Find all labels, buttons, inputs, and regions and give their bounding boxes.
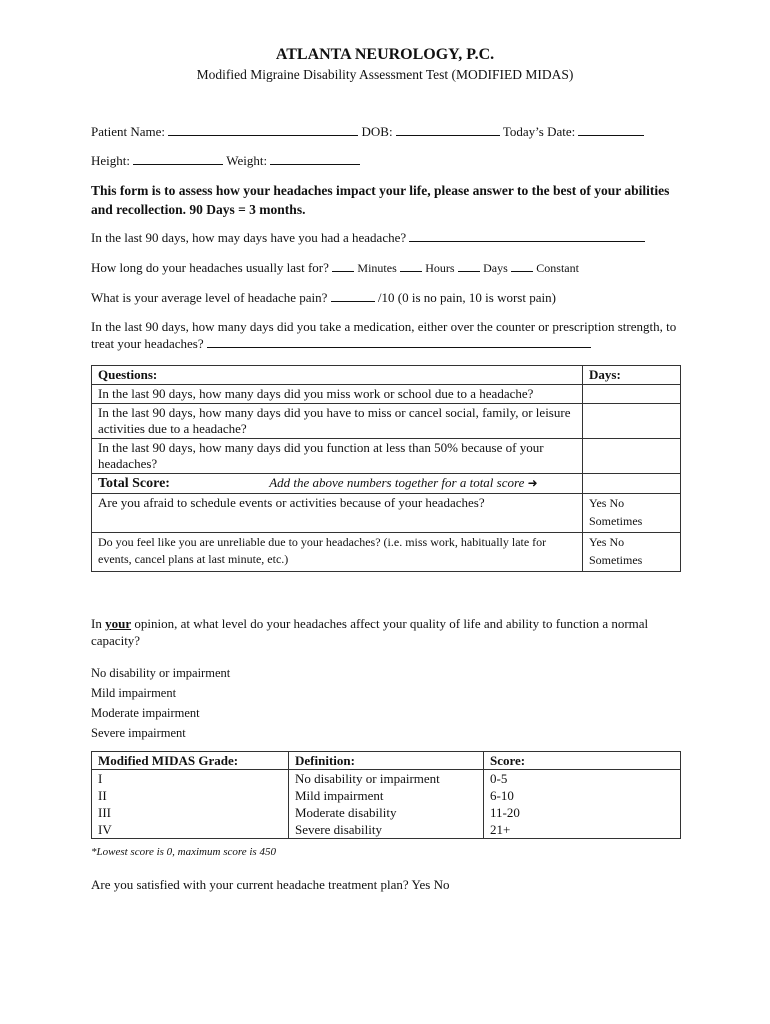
height-label: Height: bbox=[91, 153, 130, 168]
no-option: No bbox=[433, 877, 450, 892]
score-cell: 11-20 bbox=[484, 804, 681, 821]
score-cell: 21+ bbox=[484, 821, 681, 839]
definition-cell: Moderate disability bbox=[289, 804, 484, 821]
opinion-prefix: In bbox=[91, 616, 102, 631]
constant-option: Constant bbox=[536, 261, 579, 275]
pain-level-label: What is your average level of headache pain? bbox=[91, 290, 328, 305]
headache-days-label: In the last 90 days, how may days have you had a headache? bbox=[91, 230, 407, 245]
option-label: No disability or impairment bbox=[91, 666, 231, 680]
question-text: In the last 90 days, how many days did you function at less than 50% because of your headaches? bbox=[92, 439, 583, 474]
list-item[interactable] bbox=[91, 724, 230, 744]
grade-header-row bbox=[92, 752, 681, 770]
medication-days-field[interactable] bbox=[207, 335, 591, 348]
days-blank[interactable] bbox=[458, 259, 480, 272]
pain-level-question bbox=[91, 289, 556, 306]
todays-date-label: Today’s Date: bbox=[502, 124, 576, 139]
table-row bbox=[92, 494, 681, 533]
table-row bbox=[92, 770, 681, 788]
question-text: In the last 90 days, how many days did you have to miss or cancel social, family, or leisure activities due to a headache? bbox=[92, 404, 583, 439]
headache-duration-question bbox=[91, 259, 579, 276]
patient-name-label: Patient Name: bbox=[91, 124, 166, 139]
patient-info-row bbox=[91, 123, 644, 140]
yes-no-options bbox=[583, 533, 681, 572]
document-title: ATLANTA NEUROLOGY, P.C. bbox=[275, 46, 495, 63]
weight-label: Weight: bbox=[226, 153, 268, 168]
score-cell: 6-10 bbox=[484, 787, 681, 804]
instructions: This form is to assess how your headaches impact your life, please answer to the best of your abilities and recollection. 90 Days = 3 months. bbox=[91, 183, 670, 217]
days-header: Days: bbox=[583, 366, 681, 385]
days-input-cell[interactable] bbox=[583, 385, 681, 404]
score-cell: 0-5 bbox=[484, 770, 681, 788]
headache-days-question bbox=[91, 229, 645, 246]
minutes-blank[interactable] bbox=[332, 259, 354, 272]
yes-option: Yes bbox=[411, 877, 431, 892]
questions-header: Questions: bbox=[92, 366, 583, 385]
table-row bbox=[92, 821, 681, 839]
grade-header: Modified MIDAS Grade: bbox=[92, 752, 289, 770]
table-row bbox=[92, 385, 681, 404]
patient-name-field[interactable] bbox=[168, 123, 358, 136]
total-score-cell[interactable] bbox=[583, 474, 681, 494]
opinion-text: opinion, at what level do your headaches affect your quality of life and ability to function a normal capacity? bbox=[91, 616, 649, 648]
arrow-right-icon: ➜ bbox=[527, 476, 538, 490]
opinion-emphasis: your bbox=[105, 616, 132, 631]
dob-field[interactable] bbox=[396, 123, 500, 136]
yes-option: Yes bbox=[589, 496, 607, 510]
question-text: In the last 90 days, how many days did you miss work or school due to a headache? bbox=[92, 385, 583, 404]
pain-level-field[interactable] bbox=[331, 289, 375, 302]
weight-field[interactable] bbox=[270, 152, 360, 165]
table-row bbox=[92, 439, 681, 474]
constant-blank[interactable] bbox=[511, 259, 533, 272]
document-subtitle: Modified Migraine Disability Assessment Test (MODIFIED MIDAS) bbox=[196, 67, 574, 82]
days-input-cell[interactable] bbox=[583, 404, 681, 439]
list-item[interactable] bbox=[91, 704, 230, 724]
question-text: Do you feel like you are unreliable due to your headaches? (i.e. miss work, habitually late for events, cancel plans at last minute, etc.) bbox=[92, 533, 583, 572]
definition-cell: Severe disability bbox=[289, 821, 484, 839]
table-header-row bbox=[92, 366, 681, 385]
list-item[interactable] bbox=[91, 664, 230, 684]
questions-table bbox=[91, 365, 681, 572]
total-score-note: Add the above numbers together for a total score bbox=[269, 475, 525, 490]
table-row bbox=[92, 804, 681, 821]
table-row bbox=[92, 404, 681, 439]
sometimes-option: Sometimes bbox=[589, 553, 643, 567]
grade-cell: III bbox=[92, 804, 289, 821]
definition-cell: Mild impairment bbox=[289, 787, 484, 804]
medication-days-question bbox=[91, 318, 681, 352]
option-label: Mild impairment bbox=[91, 686, 177, 700]
satisfaction-question bbox=[91, 877, 450, 893]
days-option: Days bbox=[483, 261, 508, 275]
question-text: Are you afraid to schedule events or activities because of your headaches? bbox=[92, 494, 583, 533]
opinion-question bbox=[91, 615, 681, 649]
grade-cell: II bbox=[92, 787, 289, 804]
yes-no-options bbox=[583, 494, 681, 533]
satisfaction-label: Are you satisfied with your current headache treatment plan? bbox=[91, 877, 409, 892]
hours-option: Hours bbox=[425, 261, 455, 275]
headache-days-field[interactable] bbox=[409, 229, 645, 242]
score-footnote: *Lowest score is 0, maximum score is 450 bbox=[91, 846, 276, 858]
duration-label: How long do your headaches usually last for? bbox=[91, 260, 329, 275]
option-label: Severe impairment bbox=[91, 726, 186, 740]
no-option: No bbox=[609, 535, 625, 549]
yes-option: Yes bbox=[589, 535, 607, 549]
total-score-row bbox=[92, 474, 681, 494]
sometimes-option: Sometimes bbox=[589, 514, 643, 528]
list-item[interactable] bbox=[91, 684, 230, 704]
table-row bbox=[92, 533, 681, 572]
grade-cell: I bbox=[92, 770, 289, 788]
score-header: Score: bbox=[484, 752, 681, 770]
pain-scale-note: /10 (0 is no pain, 10 is worst pain) bbox=[377, 290, 556, 305]
medication-days-label: In the last 90 days, how many days did you take a medication, either over the counter or prescription strength, to treat your headaches? bbox=[91, 319, 677, 351]
table-row bbox=[92, 787, 681, 804]
dob-label: DOB: bbox=[361, 124, 393, 139]
height-weight-row bbox=[91, 152, 360, 169]
days-input-cell[interactable] bbox=[583, 439, 681, 474]
definition-header: Definition: bbox=[289, 752, 484, 770]
grade-table bbox=[91, 751, 681, 839]
no-option: No bbox=[609, 496, 625, 510]
hours-blank[interactable] bbox=[400, 259, 422, 272]
height-field[interactable] bbox=[133, 152, 223, 165]
minutes-option: Minutes bbox=[357, 261, 397, 275]
definition-cell: No disability or impairment bbox=[289, 770, 484, 788]
impairment-options bbox=[91, 664, 230, 744]
total-score-label: Total Score: bbox=[98, 476, 170, 491]
grade-cell: IV bbox=[92, 821, 289, 839]
option-label: Moderate impairment bbox=[91, 706, 200, 720]
todays-date-field[interactable] bbox=[578, 123, 644, 136]
